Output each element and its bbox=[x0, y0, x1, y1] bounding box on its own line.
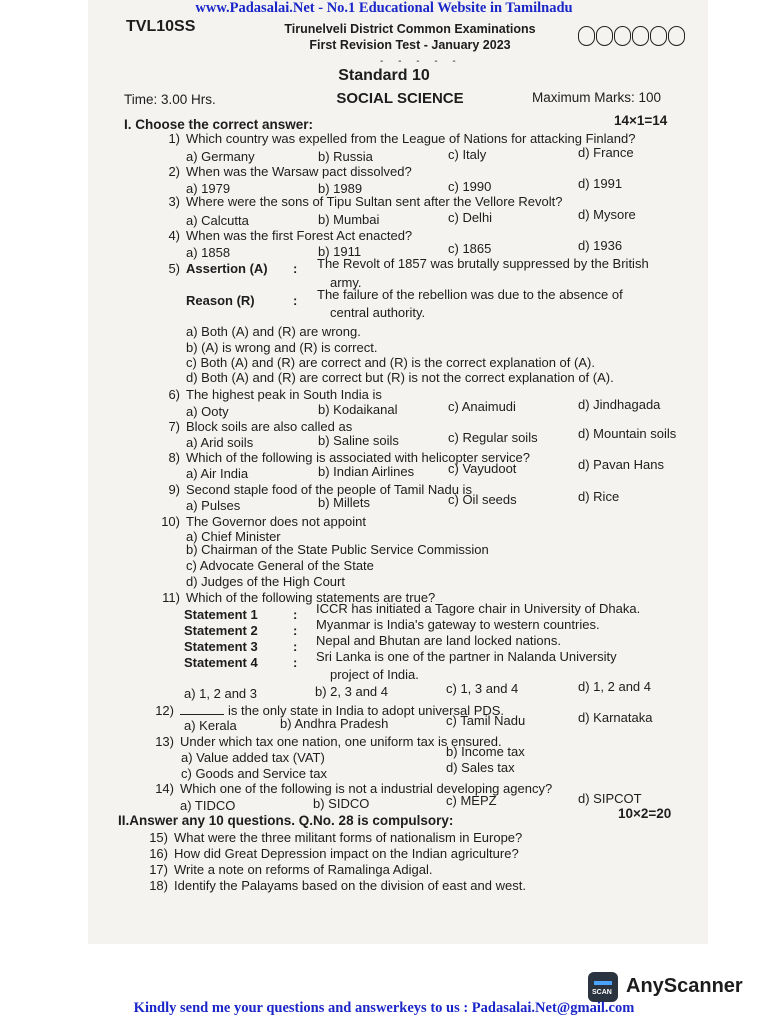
option: c) Oil seeds bbox=[448, 492, 517, 507]
section1-title: I. Choose the correct answer: bbox=[124, 117, 314, 132]
footer-contact: Kindly send me your questions and answerkeys to us : Padasalai.Net@gmail.com bbox=[133, 1000, 635, 1016]
assertion-text: The Revolt of 1857 was brutally suppressed by the British bbox=[317, 256, 649, 271]
option: a) Calcutta bbox=[186, 213, 249, 228]
option: c) Vayudoot bbox=[448, 461, 517, 476]
scanner-logo-icon: SCAN bbox=[588, 972, 618, 1002]
scanner-brand: AnyScanner bbox=[626, 975, 743, 997]
option: b) (A) is wrong and (R) is correct. bbox=[186, 340, 378, 355]
option: d) Rice bbox=[578, 489, 620, 504]
option: d) SIPCOT bbox=[578, 791, 642, 806]
option: a) Germany bbox=[186, 149, 255, 164]
reason-label: Reason (R) bbox=[186, 293, 255, 308]
section2-title: II.Answer any 10 questions. Q.No. 28 is compulsory: bbox=[118, 813, 454, 828]
question: 11) Which of the following statements are true? bbox=[162, 590, 436, 605]
option: d) Mountain soils bbox=[578, 426, 677, 441]
option: d) Pavan Hans bbox=[578, 457, 664, 472]
maximum-marks: Maximum Marks: 100 bbox=[532, 90, 662, 105]
header-dashes: - - - - - bbox=[380, 56, 462, 67]
option: b) Mumbai bbox=[318, 212, 380, 227]
option: b) Saline soils bbox=[318, 433, 399, 448]
standard-title: Standard 10 bbox=[338, 67, 430, 84]
option: a) Chief Minister bbox=[186, 529, 281, 544]
option: b) 1911 bbox=[318, 244, 362, 259]
question: 16) How did Great Depression impact on the Indian agriculture? bbox=[149, 846, 519, 861]
option: a) 1979 bbox=[186, 181, 231, 196]
question: 10) The Governor does not appoint bbox=[161, 514, 366, 529]
option: a) Kerala bbox=[184, 718, 237, 733]
statement-text: Sri Lanka is one of the partner in Nalanda University bbox=[316, 649, 617, 664]
reason-text-cont: central authority. bbox=[330, 305, 426, 320]
question-number: 5) bbox=[168, 261, 180, 276]
option: d) 1991 bbox=[578, 176, 623, 191]
option: a) Value added tax (VAT) bbox=[181, 750, 325, 765]
statement-label: Statement 1 bbox=[184, 607, 258, 622]
subject-title: SOCIAL SCIENCE bbox=[336, 90, 464, 107]
option: a) Both (A) and (R) are wrong. bbox=[186, 324, 361, 339]
website-banner: www.Padasalai.Net - No.1 Educational Website in Tamilnadu bbox=[195, 0, 573, 16]
option: b) 1989 bbox=[318, 181, 363, 196]
statement-label: Statement 2 bbox=[184, 623, 258, 638]
option: b) 2, 3 and 4 bbox=[315, 684, 388, 699]
question: 14) Which one of the following is not a industrial developing agency? bbox=[155, 781, 553, 796]
reason-text: The failure of the rebellion was due to the absence of bbox=[317, 287, 623, 302]
option: a) 1858 bbox=[186, 245, 231, 260]
question: 15) What were the three militant forms of nationalism in Europe? bbox=[149, 830, 523, 845]
option: d) 1, 2 and 4 bbox=[578, 679, 651, 694]
question: 3) Where were the sons of Tipu Sultan sent after the Vellore Revolt? bbox=[168, 194, 563, 209]
question: 7) Block soils are also called as bbox=[168, 419, 353, 434]
question: 4) When was the first Forest Act enacted? bbox=[168, 228, 413, 243]
option: d) Jindhagada bbox=[578, 397, 661, 412]
question: 1) Which country was expelled from the League of Nations for attacking Finland? bbox=[168, 131, 636, 146]
option: b) Kodaikanal bbox=[318, 402, 398, 417]
option: c) 1865 bbox=[448, 241, 492, 256]
option: c) Tamil Nadu bbox=[446, 713, 526, 728]
paper-code: TVL10SS bbox=[126, 18, 196, 35]
statement-label: Statement 3 bbox=[184, 639, 258, 654]
exam-header-line2: First Revision Test - January 2023 bbox=[309, 38, 511, 52]
option: d) Karnataka bbox=[578, 710, 653, 725]
option: c) Italy bbox=[448, 147, 487, 162]
colon: : bbox=[293, 655, 298, 670]
register-number-boxes bbox=[578, 26, 686, 46]
colon: : bbox=[293, 607, 298, 622]
option: a) 1, 2 and 3 bbox=[184, 686, 257, 701]
option: c) MEPZ bbox=[446, 793, 497, 808]
question: 13) Under which tax one nation, one uniform tax is ensured. bbox=[155, 734, 502, 749]
statement-text-cont: project of India. bbox=[330, 667, 419, 682]
answer-blank bbox=[180, 714, 224, 715]
statement-text: Nepal and Bhutan are land locked nations. bbox=[316, 633, 562, 648]
option: c) Regular soils bbox=[448, 430, 538, 445]
option: b) Indian Airlines bbox=[318, 464, 415, 479]
colon: : bbox=[293, 293, 298, 308]
option: c) 1, 3 and 4 bbox=[446, 681, 519, 696]
option: d) Sales tax bbox=[446, 760, 515, 775]
colon: : bbox=[293, 623, 298, 638]
option: c) 1990 bbox=[448, 179, 492, 194]
question: 8) Which of the following is associated with helicopter service? bbox=[168, 450, 530, 465]
question: 12) is the only state in India to adopt universal PDS. bbox=[155, 703, 505, 718]
exam-header-line1: Tirunelveli District Common Examinations bbox=[284, 22, 536, 36]
option: d) France bbox=[578, 145, 634, 160]
assertion-text-cont: army. bbox=[330, 275, 362, 290]
statement-text: ICCR has initiated a Tagore chair in University of Dhaka. bbox=[316, 601, 641, 616]
option: b) Andhra Pradesh bbox=[280, 716, 389, 731]
section2-marks: 10×2=20 bbox=[618, 806, 672, 821]
question: 6) The highest peak in South India is bbox=[168, 387, 382, 402]
option: d) Both (A) and (R) are correct but (R) is not the correct explanation of (A). bbox=[186, 370, 614, 385]
option: a) Arid soils bbox=[186, 435, 254, 450]
statement-text: Myanmar is India's gateway to western countries. bbox=[316, 617, 600, 632]
statement-label: Statement 4 bbox=[184, 655, 258, 670]
question: 9) Second staple food of the people of Tamil Nadu is bbox=[168, 482, 472, 497]
option: a) Ooty bbox=[186, 404, 229, 419]
option: c) Anaimudi bbox=[448, 399, 516, 414]
option: a) TIDCO bbox=[180, 798, 236, 813]
option: d) 1936 bbox=[578, 238, 623, 253]
option: a) Pulses bbox=[186, 498, 241, 513]
time-allowed: Time: 3.00 Hrs. bbox=[124, 92, 216, 107]
question: 17) Write a note on reforms of Ramalinga Adigal. bbox=[149, 862, 433, 877]
option: c) Delhi bbox=[448, 210, 493, 225]
option: d) Judges of the High Court bbox=[186, 574, 345, 589]
assertion-label: Assertion (A) bbox=[186, 261, 268, 276]
section1-marks: 14×1=14 bbox=[614, 113, 668, 128]
option: b) Russia bbox=[318, 149, 373, 164]
question: 2) When was the Warsaw pact dissolved? bbox=[168, 164, 412, 179]
question: 18) Identify the Palayams based on the division of east and west. bbox=[149, 878, 526, 893]
option: c) Both (A) and (R) are correct and (R) is the correct explanation of (A). bbox=[186, 355, 595, 370]
colon: : bbox=[293, 639, 298, 654]
option: c) Advocate General of the State bbox=[186, 558, 374, 573]
option: b) Millets bbox=[318, 495, 371, 510]
option: a) Air India bbox=[186, 466, 249, 481]
option: c) Goods and Service tax bbox=[181, 766, 327, 781]
option: d) Mysore bbox=[578, 207, 636, 222]
colon: : bbox=[293, 261, 298, 276]
option: b) SIDCO bbox=[313, 796, 370, 811]
option: b) Income tax bbox=[446, 744, 525, 759]
option: b) Chairman of the State Public Service Commission bbox=[186, 542, 489, 557]
